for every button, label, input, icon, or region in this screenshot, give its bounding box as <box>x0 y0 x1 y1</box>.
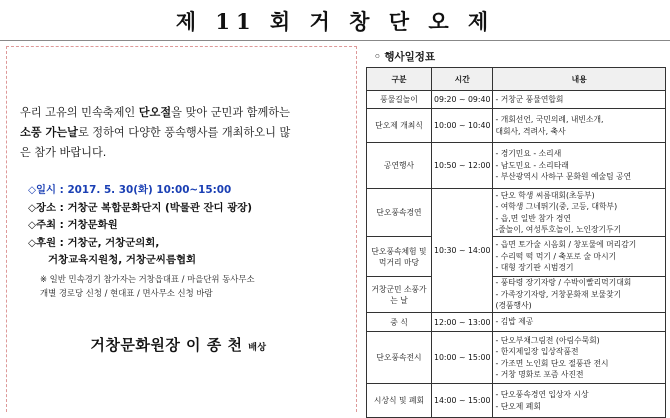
row-category: 풍물길놀이 <box>367 91 432 109</box>
row-content <box>493 91 666 109</box>
table-row <box>367 143 666 189</box>
row-content <box>493 143 666 189</box>
signature <box>0 334 357 355</box>
table-row <box>367 384 666 418</box>
content-line: - 대형 장기판 시범경기 <box>495 263 574 273</box>
signature-suffix: 배상 <box>248 343 267 353</box>
row-content <box>493 189 666 237</box>
row-category: 단오풍속경연 <box>367 189 432 237</box>
row-category: 단오풍속체험 및 먹거리 마당 <box>367 237 432 277</box>
column-header: 구분 <box>367 68 432 91</box>
intro-highlight: 소풍 가는날 <box>20 126 78 139</box>
content-line: - 수리떡 떡 먹기 / 축포로 술 마시기 <box>495 251 617 261</box>
intro-paragraph <box>20 103 354 163</box>
row-content <box>493 237 666 277</box>
content-line: - 단오풍속경연 입상자 시상 <box>495 390 589 399</box>
content-line: - 김밥 제공 <box>495 317 534 327</box>
row-time: 14:00 ~ 15:00 <box>432 384 493 418</box>
row-content <box>493 313 666 332</box>
content-line: - 경기민요 - 소리새 <box>495 149 562 159</box>
event-place: ◇장소 : 거창군 복합문화단지 (박물관 잔디 광장) <box>28 201 253 214</box>
intro-highlight: 단오절 <box>138 106 172 119</box>
intro-text: 은 참가 바랍니다. <box>20 146 107 159</box>
note-line: 개별 경로당 신청 / 현대표 / 면사무소 신청 바람 <box>40 288 213 298</box>
intro-text: 로 정하여 다양한 풍속행사를 개최하오니 많 <box>77 126 291 139</box>
table-row <box>367 277 666 313</box>
event-host: ◇주최 : 거창문화원 <box>28 219 118 231</box>
content-line: -줄놀이, 여성투호놀이, 노인장기두기 <box>495 225 622 234</box>
content-line: - 거창 명화로 포즘 사진전 <box>495 370 584 379</box>
title-divider <box>0 40 670 41</box>
row-category: 중 식 <box>367 313 432 332</box>
content-line: - 단오 학생 씨름대회(초등부) <box>495 190 595 200</box>
content-line: - 한지제일장 입상작품전 <box>495 347 579 356</box>
content-line: - 읍,면 일반 참가 경연 <box>495 213 571 223</box>
content-line: - 풍타령 장기자랑 / 수박이빨리먹기대회 <box>495 278 632 288</box>
row-content <box>493 384 666 418</box>
column-header: 시간 <box>432 68 493 91</box>
row-time: 10:30 ~ 14:00 <box>432 189 493 313</box>
intro-text: 우리 고유의 민속축제인 <box>20 106 139 119</box>
row-time: 10:50 ~ 12:00 <box>432 143 493 189</box>
intro-text: 을 맞아 군민과 함께하는 <box>171 106 290 119</box>
table-row <box>367 91 666 109</box>
page-title: 제 11 회 거 창 단 오 제 <box>175 9 495 34</box>
content-line: - 단오제 폐회 <box>495 401 541 411</box>
table-header-row <box>367 68 666 91</box>
note-line: ※ 일반 민속경기 참가자는 거창읍대표 / 마을단위 동사무소 <box>40 274 255 284</box>
content-line: - 남도민요 - 소리타래 <box>495 160 569 170</box>
content-line: 대회사, 격려사, 축사 <box>495 126 566 136</box>
event-info <box>28 182 354 270</box>
content-line: (경품행사) <box>495 301 532 311</box>
schedule-title: ◦ 행사일정표 <box>374 51 436 63</box>
row-category: 시상식 및 폐회 <box>367 384 432 418</box>
content-line: - 여학생 그네뛰기(중, 고등, 대학부) <box>495 202 618 211</box>
participation-note <box>40 272 356 300</box>
table-row <box>367 109 666 143</box>
row-time: 10:00 ~ 15:00 <box>432 332 493 384</box>
table-row <box>367 332 666 384</box>
row-time: 09:20 ~ 09:40 <box>432 91 493 109</box>
content-line: - 읍면 토가술 시음회 / 창포물에 머리감기 <box>495 240 637 250</box>
row-category: 단오풍속전시 <box>367 332 432 384</box>
row-content <box>493 277 666 313</box>
content-line: - 단오부채그림전 (아림수묵회) <box>495 335 600 345</box>
content-line: - 거창군 풍물연합회 <box>495 94 564 104</box>
table-row <box>367 189 666 237</box>
event-sponsor: ◇후원 : 거창군, 거창군의회, <box>28 236 160 249</box>
row-time: 10:00 ~ 10:40 <box>432 109 493 143</box>
content-line: - 부산광역시 사하구 문화원 예술팀 공연 <box>495 172 632 182</box>
row-time: 12:00 ~ 13:00 <box>432 313 493 332</box>
event-sponsor-continued: 거창교육지원청, 거창군씨름협회 <box>48 254 197 266</box>
column-header: 내용 <box>493 68 666 91</box>
row-category: 공연행사 <box>367 143 432 189</box>
table-row <box>367 313 666 332</box>
content-line: - 가조면 노인회 단오 절풍관 전시 <box>495 358 609 368</box>
row-content <box>493 332 666 384</box>
content-line: - 가족장기자랑, 거창문화재 보물찾기 <box>495 289 622 299</box>
schedule-table <box>366 67 666 418</box>
table-row <box>367 237 666 277</box>
row-category: 거창군민 소풍가는 날 <box>367 277 432 313</box>
row-content <box>493 109 666 143</box>
signature-name: 거창문화원장 이 종 천 <box>90 336 243 354</box>
event-date: ◇일시 : 2017. 5. 30(화) 10:00~15:00 <box>28 184 232 196</box>
content-line: - 개회선언, 국민의례, 내빈소개, <box>495 115 604 124</box>
row-category: 단오제 개최식 <box>367 109 432 143</box>
